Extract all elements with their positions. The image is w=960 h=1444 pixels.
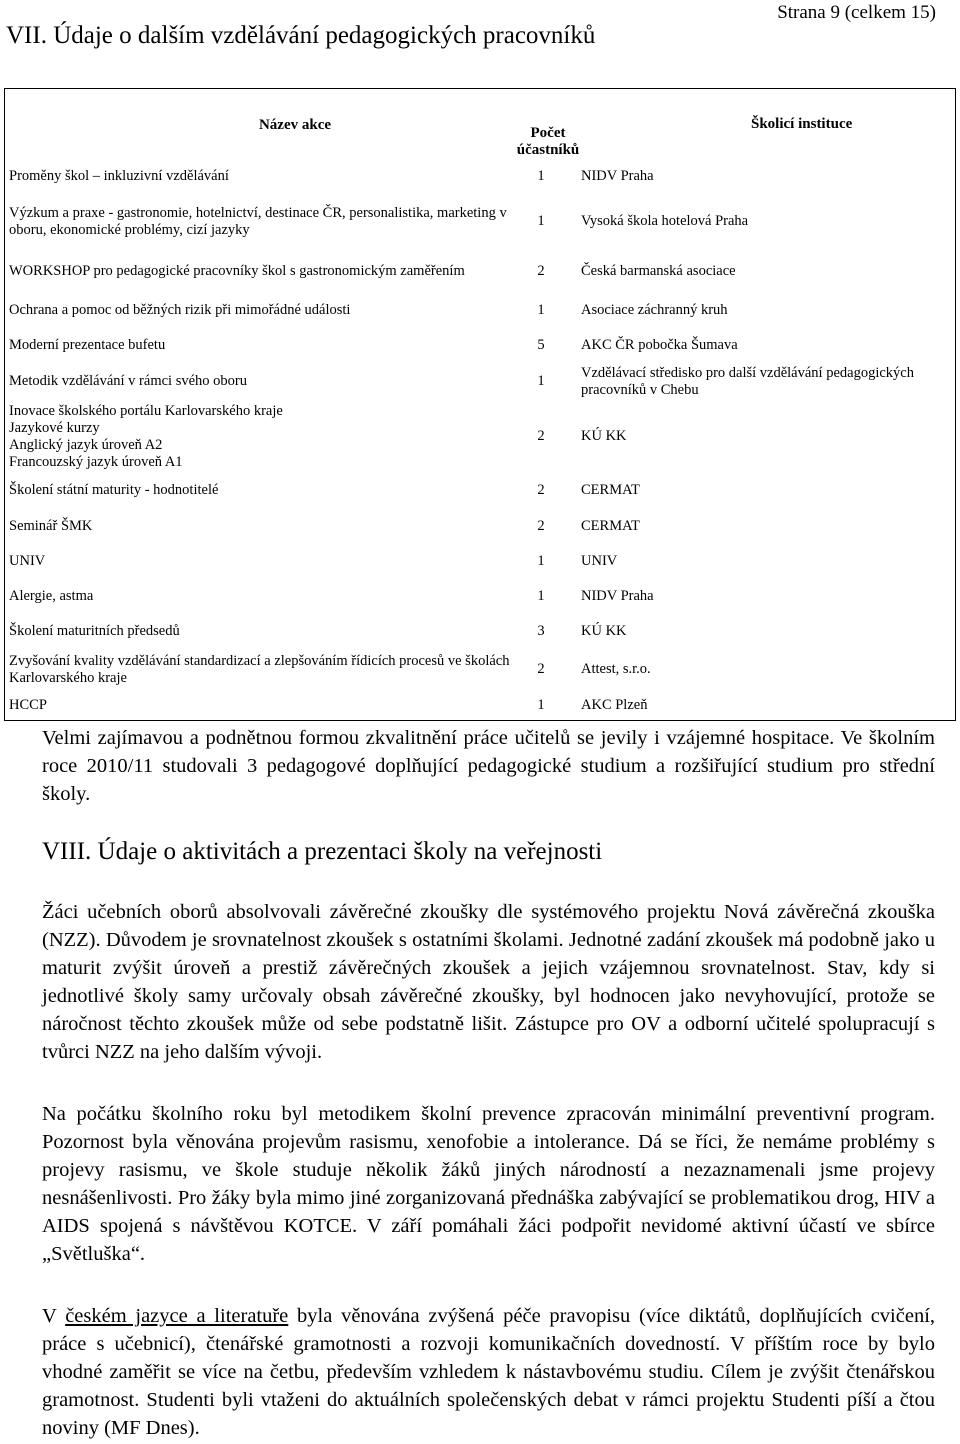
event-name: Moderní prezentace bufetu — [9, 337, 166, 353]
table-row — [5, 293, 956, 329]
table-row — [5, 363, 956, 401]
paragraph-prevention: Na počátku školního roku byl metodikem školní prevence zpracován minimální preventivní program. Pozornost byla věnována projevům rasismu, xenofobie a intolerance. Dá se říci, že nemáme problémy s projevy rasismu, ve škole studuje několik žáků jiných národností a nezaznamenali jsme projevy nesnášenlivosti. Pro žáky byla mimo jiné zorganizovaná přednáška zabývající se problematikou drog, HIV a AIDS spojená s návštěvou KOTCE. V září pomáhali žáci podpořit nevidomé aktivní účastí ve sbírce „Světluška“. — [42, 1103, 935, 1265]
paragraph-czech-language — [42, 1302, 935, 1442]
event-institution: KÚ KK — [581, 622, 627, 639]
table-row — [5, 401, 956, 473]
section-title: VII. Údaje o dalším vzdělávání pedagogických pracovníků — [6, 22, 596, 49]
event-count: 5 — [537, 337, 545, 353]
event-count: 1 — [537, 373, 545, 389]
event-institution: Česká barmanská asociace — [581, 263, 736, 279]
event-institution: AKC ČR pobočka Šumava — [581, 337, 738, 353]
table-row — [5, 161, 956, 193]
event-institution: UNIV — [581, 552, 618, 569]
training-table — [4, 88, 956, 721]
table-row — [5, 579, 956, 614]
event-name-line: Inovace školského portálu Karlovarského kraje — [9, 402, 283, 419]
event-institution: CERMAT — [581, 517, 640, 534]
table-row — [5, 251, 956, 293]
event-count: 3 — [537, 622, 545, 639]
event-institution: Vysoká škola hotelová Praha — [581, 213, 749, 229]
event-count: 1 — [537, 696, 545, 713]
event-name: Proměny škol – inkluzivní vzdělávání — [9, 168, 229, 184]
table-row — [5, 473, 956, 509]
event-count: 1 — [537, 552, 545, 569]
paragraph-final-exams: Žáci učebních oborů absolvovali závěrečné zkoušky dle systémového projektu Nová závěrečná zkouška (NZZ). Důvodem je srovnatelnost zkoušek s ostatními školami. Jednotné zadání zkoušek má podobně jako u maturit zvýšit úroveň a prestiž závěrečných zkoušek a jejich vzájemnou srovnatelnost. Stav, kdy si jednotlivé školy samy určovaly obsah závěrečné zkoušky, byl hodnocen jako nevyhovující, protože se náročnost těchto zkoušek může od sebe podstatně lišit. Zástupce pro OV a odborní učitelé spolupracují s tvůrci NZZ na jeho dalším vývoji. — [42, 901, 935, 1063]
event-name: WORKSHOP pro pedagogické pracovníky škol s gastronomickým zaměřením — [9, 263, 465, 279]
event-institution: AKC Plzeň — [581, 696, 648, 713]
section8-title: VIII. Údaje o aktivitách a prezentaci školy na veřejnosti — [42, 838, 603, 865]
event-name: Metodik vzdělávání v rámci svého oboru — [9, 373, 247, 389]
event-institution: Vzdělávací středisko pro další vzdělávání pedagogických pracovníků v Chebu — [581, 364, 914, 398]
event-count: 1 — [537, 213, 545, 229]
header-name: Název akce — [258, 117, 332, 133]
underlined-subject: českém jazyce a literatuře — [65, 1305, 289, 1327]
event-institution: NIDV Praha — [581, 168, 654, 184]
event-institution: CERMAT — [581, 482, 640, 498]
paragraph-hospitations: Velmi zajímavou a podnětnou formou zkvalitnění práce učitelů se jevily i vzájemné hospitace. Ve školním roce 2010/11 studovali 3 pedagogové doplňující pedagogické studium a rozšiřující studium pro střední školy. — [42, 727, 935, 805]
table-row — [5, 329, 956, 363]
event-name: UNIV — [9, 552, 46, 569]
event-institution: NIDV Praha — [581, 587, 654, 604]
event-name: Ochrana a pomoc od běžných rizik při mimořádné události — [9, 302, 351, 318]
paragraph-rest: byla věnována zvýšená péče pravopisu (více diktátů, doplňujících cvičení, práce s učebnicí), čtenářské gramotnosti a rozvoji komunikačních dovedností. V příštím roce by bylo vhodné zaměřit se více na četbu, především vzhledem k nástavbovému studiu. Cílem je zvýšit čtenářskou gramotnost. Studenti byli vtaženi do aktuálních společenských debat v rámci projektu Studenti píší a čtou noviny (MF Dnes). — [42, 1305, 936, 1439]
event-count: 2 — [537, 428, 545, 444]
event-institution: Asociace záchranný kruh — [581, 302, 728, 318]
event-institution: Attest, s.r.o. — [581, 661, 651, 677]
event-name-line: Jazykové kurzy — [9, 419, 100, 436]
table-row — [5, 509, 956, 544]
event-count: 2 — [537, 482, 545, 498]
event-name: HCCP — [9, 696, 47, 713]
page-number: Strana 9 (celkem 15) — [777, 2, 936, 23]
event-count: 2 — [537, 263, 545, 279]
event-institution: KÚ KK — [581, 428, 627, 444]
table-row — [5, 193, 956, 251]
table-row — [5, 614, 956, 649]
table-row — [5, 649, 956, 691]
event-name: Školení maturitních předsedů — [9, 622, 180, 639]
event-name-line: Anglický jazyk úroveň A2 — [9, 436, 163, 453]
paragraph-start: V — [42, 1305, 57, 1327]
event-name: Alergie, astma — [9, 587, 94, 604]
event-name: Zvyšování kvality vzdělávání standardizací a zlepšováním řídicích procesů ve školách Karlovarského kraje — [9, 652, 510, 686]
event-count: 2 — [537, 661, 545, 677]
event-name: Školení státní maturity - hodnotitelé — [9, 482, 219, 498]
event-count: 1 — [537, 168, 545, 184]
table-header-row — [5, 89, 956, 161]
header-count: Počet účastníků — [516, 124, 580, 158]
event-name-line: Francouzský jazyk úroveň A1 — [9, 453, 183, 470]
page-header — [0, 0, 960, 60]
event-count: 2 — [537, 517, 545, 534]
event-count: 1 — [537, 302, 545, 318]
table-row — [5, 691, 956, 721]
event-name: Seminář ŠMK — [9, 517, 93, 534]
event-name-multiline — [5, 401, 516, 473]
table-row — [5, 544, 956, 579]
header-institution: Školicí instituce — [751, 116, 853, 132]
event-count: 1 — [537, 587, 545, 604]
event-name: Výzkum a praxe - gastronomie, hotelnictví, destinace ČR, personalistika, marketing v oboru, ekonomické problémy, cizí jazyky — [9, 204, 507, 238]
